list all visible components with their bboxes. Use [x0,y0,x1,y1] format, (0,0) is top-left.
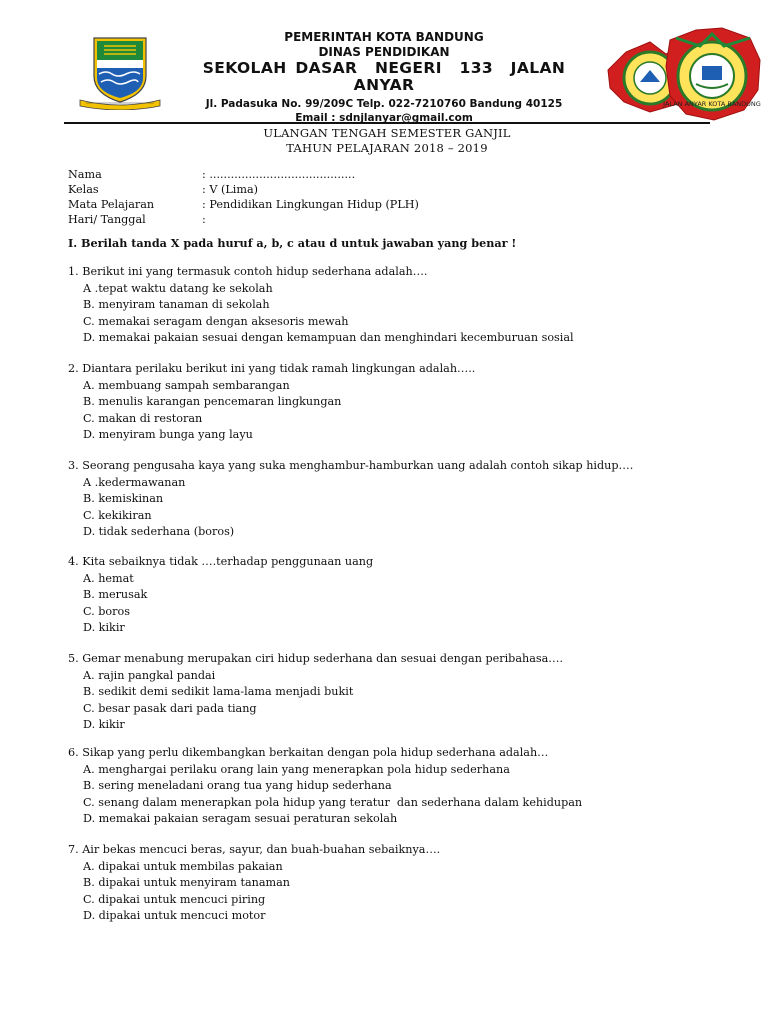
answer-option-a: A. hemat [83,571,134,585]
school-emblem-logo [604,26,764,124]
question-4 [68,554,373,637]
question-7 [68,842,440,925]
letterhead-address: Jl. Padasuka No. 99/209C Telp. 022-7210760 Bandung 40125 [205,98,563,110]
answer-option-c: C. boros [83,604,130,618]
letterhead-school-name: SEKOLAH DASAR NEGERI 133 JALAN [202,59,566,77]
identity-value: : Pendidikan Lingkungan Hidup (PLH) [202,198,419,211]
answer-option-b: B. merusak [83,588,148,601]
answer-option-c: C. besar pasak dari pada tiang [83,701,257,715]
answer-option-d: D. kikir [83,621,125,634]
question-stem: 5. Gemar menabung merupakan ciri hidup sederhana dan sesuai dengan peribahasa…. [68,652,564,665]
exam-title [64,126,710,155]
answer-option-d: D. tidak sederhana (boros) [83,525,235,538]
answer-option-d: D. memakai pakaian seragam sesuai peraturan sekolah [83,812,398,825]
section-instruction: I. Berilah tanda X pada huruf a, b, c atau d untuk jawaban yang benar ! [68,236,517,250]
answer-option-a: A. membuang sampah sembarangan [83,378,290,392]
question-stem: 6. Sikap yang perlu dikembangkan berkaitan dengan pola hidup sederhana adalah… [68,746,549,759]
answer-option-a: A .tepat waktu datang ke sekolah [83,281,273,295]
answer-option-a: A. dipakai untuk membilas pakaian [83,859,283,873]
question-stem: 4. Kita sebaiknya tidak ….terhadap penggunaan uang [68,555,374,568]
identity-value: : [202,213,206,226]
answer-option-a: A. menghargai perilaku orang lain yang menerapkan pola hidup sederhana [83,762,510,776]
identity-label: Mata Pelajaran [68,198,155,211]
letterhead-email: Email : sdnjlanyar@gmail.com [295,112,473,124]
letterhead [180,30,588,125]
question-5 [68,651,563,734]
question-stem: 1. Berikut ini yang termasuk contoh hidup sederhana adalah…. [68,265,428,278]
letterhead-divider [64,122,710,124]
bandung-city-emblem-logo [74,36,166,110]
svg-text:JALAN ANYAR KOTA BANDUNG: JALAN ANYAR KOTA BANDUNG [663,100,761,108]
identity-label: Kelas [68,183,99,196]
answer-option-c: C. kekikiran [83,508,152,522]
question-2 [68,361,475,444]
answer-option-d: D. kikir [83,718,125,731]
answer-option-c: C. memakai seragam dengan aksesoris mewah [83,314,349,328]
question-stem: 2. Diantara perilaku berikut ini yang tidak ramah lingkungan adalah….. [68,362,476,375]
answer-option-b: B. sedikit demi sedikit lama-lama menjadi bukit [83,685,354,698]
identity-label: Hari/ Tanggal [68,213,146,226]
exam-title-line2: TAHUN PELAJARAN 2018 – 2019 [286,140,488,155]
answer-option-c: C. makan di restoran [83,411,203,425]
answer-option-a: A. rajin pangkal pandai [83,668,216,682]
question-stem: 3. Seorang pengusaha kaya yang suka menghambur-hamburkan uang adalah contoh sikap hidup…. [68,459,634,472]
identity-value: : ......................................... [202,168,356,181]
question-stem: 7. Air bekas mencuci beras, sayur, dan buah-buahan sebaiknya…. [68,843,441,856]
answer-option-b: B. sering meneladani orang tua yang hidup sederhana [83,779,392,792]
identity-label: Nama [68,168,102,181]
answer-option-a: A .kedermawanan [83,475,186,489]
answer-option-c: C. dipakai untuk mencuci piring [83,892,266,906]
question-1 [68,264,574,347]
answer-option-b: B. menyiram tanaman di sekolah [83,298,270,311]
answer-option-d: D. menyiram bunga yang layu [83,428,253,441]
question-3 [68,458,633,541]
question-6 [68,745,582,828]
letterhead-government: PEMERINTAH KOTA BANDUNG [284,30,484,44]
exam-title-line1: ULANGAN TENGAH SEMESTER GANJIL [263,126,511,140]
answer-option-c: C. senang dalam menerapkan pola hidup yang teratur dan sederhana dalam kehidupan [83,795,583,809]
identity-value: : V (Lima) [202,183,258,196]
answer-option-b: B. dipakai untuk menyiram tanaman [83,876,290,889]
answer-option-b: B. menulis karangan pencemaran lingkungan [83,395,342,408]
answer-option-d: D. memakai pakaian sesuai dengan kemampuan dan menghindari kecemburuan sosial [83,331,574,344]
letterhead-school-name-2: ANYAR [353,76,415,94]
answer-option-b: B. kemiskinan [83,492,164,505]
letterhead-department: DINAS PENDIDIKAN [318,45,450,59]
answer-option-d: D. dipakai untuk mencuci motor [83,909,266,922]
